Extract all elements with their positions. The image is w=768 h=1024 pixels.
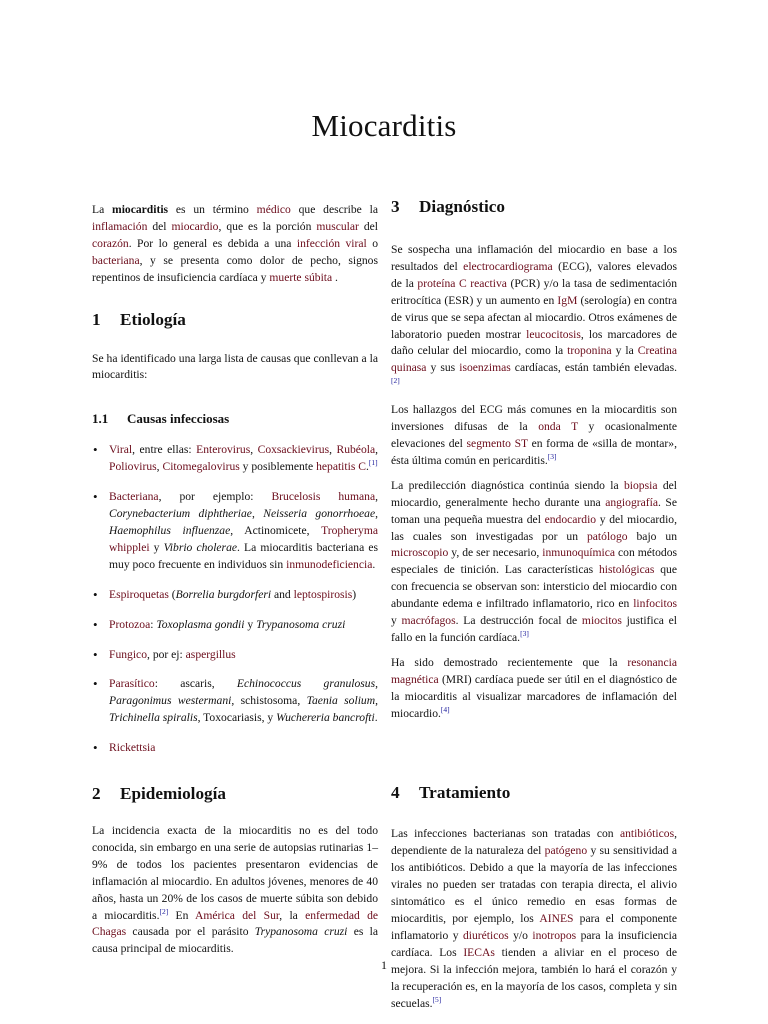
section-heading-epidemiologia: 2 Epidemiología bbox=[92, 784, 227, 804]
link-isoenzimas[interactable]: isoenzimas bbox=[459, 361, 511, 375]
link-patogeno[interactable]: patógeno bbox=[544, 844, 588, 858]
link-parasitico[interactable]: Parasítico bbox=[109, 677, 155, 691]
section-heading-etiologia: 1 Etiología bbox=[92, 309, 186, 329]
link-corazon[interactable]: corazón bbox=[92, 236, 129, 250]
link-onda-t[interactable]: onda T bbox=[538, 420, 578, 434]
link-troponina[interactable]: troponina bbox=[567, 344, 612, 358]
page-number: 1 bbox=[381, 958, 387, 972]
section-heading-diagnostico: 3 Diagnóstico bbox=[391, 197, 505, 216]
link-coxsackievirus[interactable]: Coxsackievirus bbox=[257, 443, 330, 457]
link-patologo[interactable]: patólogo bbox=[586, 529, 628, 543]
list-item: • Fungico, por ej: aspergillus bbox=[92, 647, 378, 664]
link-muerte-subita[interactable]: muerte súbita bbox=[269, 270, 333, 284]
diagnostico-paragraph-2: Los hallazgos del ECG más comunes en la miocarditis son inversiones difusas de la onda T y ocasionalmente elevaciones del segmento ST en forma de «silla de montar», ésta última común en pericarditis.[3] bbox=[391, 403, 677, 467]
citation-ref[interactable]: [5] bbox=[432, 994, 442, 1004]
link-histologicas[interactable]: histológicas bbox=[599, 563, 655, 577]
link-enterovirus[interactable]: Enterovirus bbox=[196, 443, 251, 457]
link-electrocardiograma[interactable]: electrocardiograma bbox=[463, 259, 553, 273]
citation-ref[interactable]: [4] bbox=[440, 704, 450, 714]
link-america-del-sur[interactable]: América del Sur bbox=[195, 908, 280, 922]
link-miocardio[interactable]: miocardio bbox=[171, 219, 219, 233]
causes-list bbox=[92, 442, 378, 757]
citation-ref[interactable]: [2] bbox=[159, 906, 169, 916]
link-biopsia[interactable]: biopsia bbox=[623, 478, 658, 492]
link-espiroquetas[interactable]: Espiroquetas bbox=[109, 587, 169, 601]
citation-ref[interactable]: [1] bbox=[368, 458, 378, 468]
link-fungico[interactable]: Fungico bbox=[109, 647, 148, 661]
link-igm[interactable]: IgM bbox=[557, 293, 578, 307]
page-title: Miocarditis bbox=[311, 108, 457, 143]
link-inmunodeficiencia[interactable]: inmunodeficiencia bbox=[286, 557, 373, 571]
tratamiento-paragraph: Las infecciones bacterianas son tratadas con antibióticos, dependiente de la naturaleza del patógeno y su sensitividad a los antibióticos. Debido a que la mayoría de las infecciones virales no pueden ser tratadas con terapia directa, el alivio sintomático es el único remedio en esas formas de miocarditis, por ejemplo, los AINES para el componente inflamatorio y diuréticos y/o inotropos para la insuficiencia cardíaca. Los IECAs tienden a aliviar en el proceso de mejora. Si la infección mejora, también lo hará el corazón y la recuperación es, en la mayoría de los casos, completa y sin secuelas.[5] bbox=[391, 827, 677, 1010]
link-linfocitos[interactable]: linfocitos bbox=[633, 597, 677, 611]
link-microscopio[interactable]: microscopio bbox=[391, 546, 449, 560]
link-leptospirosis[interactable]: leptospirosis bbox=[293, 587, 353, 601]
diagnostico-paragraph-1: Se sospecha una inflamación del miocardio en base a los resultados del electrocardiograma (ECG), valores elevados de la proteína C reactiva (PCR) y/o la tasa de sedimentación eritrocítica (ESR) y un aumento en IgM (serología) en contra de virus que se sepa afectan al miocardio. Otros exámenes de laboratorio pueden mostrar leucocitosis, los marcadores de daño celular del miocardio, como la troponina y la Creatina quinasa y sus isoenzimas cardíacas, están también elevadas.[2] bbox=[391, 243, 678, 386]
link-tropheryma[interactable]: Tropheryma whipplei bbox=[109, 523, 378, 554]
link-rubeola[interactable]: Rubéola bbox=[336, 443, 376, 457]
link-leucocitosis[interactable]: leucocitosis bbox=[526, 327, 581, 341]
link-brucelosis[interactable]: Brucelosis humana bbox=[271, 490, 376, 504]
link-medico[interactable]: médico bbox=[256, 203, 291, 216]
link-miocitos[interactable]: miocitos bbox=[581, 614, 622, 628]
list-item: • Espiroquetas (Borrelia burgdorferi and leptospirosis) bbox=[92, 587, 378, 604]
list-item: • Parasítico: ascaris, Echinococcus granulosus, Paragonimus westermani, schistosoma, Taenia solium, Trichinella spiralis, Toxocariasis, y Wuchereria bancrofti. bbox=[92, 676, 378, 727]
link-bacteriana[interactable]: bacteriana bbox=[92, 253, 140, 267]
link-viral[interactable]: Viral bbox=[109, 443, 133, 457]
link-diureticos[interactable]: diuréticos bbox=[462, 928, 509, 942]
list-item: • Protozoa: Toxoplasma gondii y Trypanosoma cruzi bbox=[92, 617, 378, 634]
citation-ref[interactable]: [3] bbox=[520, 629, 529, 639]
list-item: • Bacteriana, por ejemplo: Brucelosis humana, Corynebacterium diphtheriae, Neisseria gonorrhoeae, Haemophilus influenzae, Actinomicete, Tropheryma whipplei y Vibrio cholerae. La miocarditis bacteriana es muy poco frecuente en individuos sin inmunodeficiencia. bbox=[92, 489, 378, 574]
diagnostico-paragraph-4: Ha sido demostrado recientemente que la resonancia magnética (MRI) cardíaca puede ser útil en el diagnóstico de la miocarditis al visualizar marcadores de inflamación del miocardio.[4] bbox=[391, 655, 677, 720]
link-segmento-st[interactable]: segmento ST bbox=[466, 436, 528, 450]
link-chagas[interactable]: enfermedad de Chagas bbox=[92, 908, 379, 939]
link-citomegalovirus[interactable]: Citomegalovirus bbox=[162, 460, 240, 474]
etiologia-paragraph: Se ha identificado una larga lista de causas que conllevan a la miocarditis: bbox=[92, 351, 378, 382]
link-creatina-quinasa[interactable]: Creatina quinasa bbox=[391, 344, 678, 375]
link-iecas[interactable]: IECAs bbox=[463, 945, 495, 959]
link-inotropos[interactable]: inotropos bbox=[532, 928, 577, 942]
intro-paragraph: La miocarditis es un término médico que describe la inflamación del miocardio, que es la porción muscular del corazón. Por lo general es debida a una infección viral o bacteriana, y se presenta como dolor de pecho, signos repentinos de insuficiencia cardíaca y muerte súbita . bbox=[92, 203, 378, 284]
link-angiografia[interactable]: angiografía bbox=[605, 495, 658, 509]
link-proteina-c[interactable]: proteína C reactiva bbox=[417, 276, 507, 290]
link-endocardio[interactable]: endocardio bbox=[544, 512, 597, 526]
link-poliovirus[interactable]: Poliovirus bbox=[109, 460, 157, 474]
subsection-heading-causas: 1.1 Causas infecciosas bbox=[92, 411, 230, 427]
link-aines[interactable]: AINES bbox=[539, 912, 574, 925]
link-muscular[interactable]: muscular bbox=[316, 219, 359, 233]
link-protozoa[interactable]: Protozoa bbox=[109, 617, 151, 631]
list-item bbox=[92, 740, 378, 757]
link-bacteriana-item[interactable]: Bacteriana bbox=[109, 490, 159, 504]
citation-ref[interactable]: [3] bbox=[547, 452, 557, 462]
link-infeccion-viral[interactable]: infección viral bbox=[296, 236, 367, 250]
link-inflamacion[interactable]: inflamación bbox=[92, 219, 148, 233]
link-macrofagos[interactable]: macrófagos bbox=[401, 614, 456, 628]
link-hepatitis-c[interactable]: hepatitis C bbox=[316, 460, 366, 474]
link-rickettsia[interactable]: Rickettsia bbox=[109, 741, 156, 755]
epidemiologia-paragraph: La incidencia exacta de la miocarditis no es del todo conocida, sin embargo en una serie de autopsias rutinarias 1–9% de todos los pacientes presentaron evidencias de inflamación al miocardio. En adultos jóvenes, menores de 40 años, hasta un 20% de los casos de muerte súbita son debido a miocarditis.[2] En América del Sur, la enfermedad de Chagas causada por el parásito Trypanosoma cruzi es la causa principal de miocarditis. bbox=[92, 824, 379, 956]
link-antibioticos[interactable]: antibióticos bbox=[619, 827, 675, 841]
left-column bbox=[92, 202, 378, 966]
diagnostico-paragraph-3: La predilección diagnóstica continúa siendo la biopsia del miocardio, generalmente hecho durante una angiografía. Se toman una pequeña muestra del endocardio y del miocardio, las cuales son investigadas por un patólogo bajo un microscopio y, de ser necesario, inmunoquímica con métodos especiales de tinición. Las características histológicas que con frecuencia se observan son: intersticio del miocardio con abundante edema e infiltrado inflamatorio, rico en linfocitos y macrófagos. La destrucción focal de miocitos justifica el fallo en la función cardíaca.[3] bbox=[391, 478, 678, 644]
link-resonancia-magnetica[interactable]: resonancia magnética bbox=[391, 655, 677, 686]
list-item: • Viral, entre ellas: Enterovirus, Coxsackievirus, Rubéola, Poliovirus, Citomegalovirus y posiblemente hepatitis C.[1] bbox=[92, 442, 378, 476]
link-aspergillus[interactable]: aspergillus bbox=[185, 647, 236, 661]
right-column bbox=[391, 196, 677, 1020]
link-inmunoquimica[interactable]: inmunoquímica bbox=[542, 546, 616, 560]
citation-ref[interactable]: [2] bbox=[391, 376, 400, 386]
section-heading-tratamiento: 4 Tratamiento bbox=[391, 783, 511, 803]
